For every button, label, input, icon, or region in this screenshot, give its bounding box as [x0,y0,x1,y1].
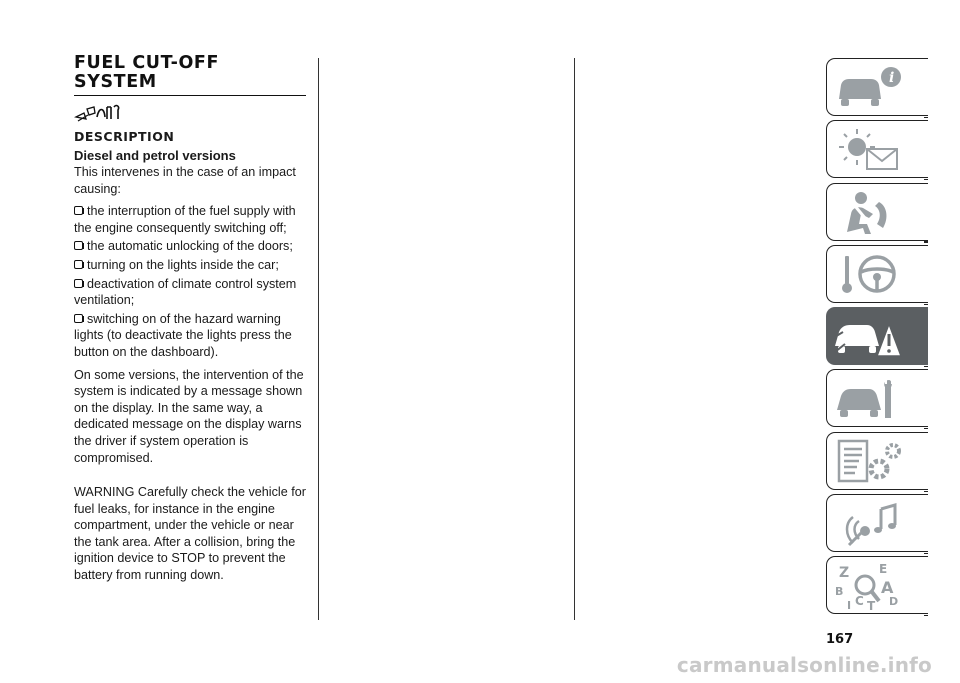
title-line-2: SYSTEM [74,72,157,92]
index-letter: B [835,585,844,599]
page-title [74,54,306,92]
car-crash-warning-icon [833,312,903,362]
warning-paragraph: WARNING Carefully check the vehicle for fuel leaks, for instance in the engine compartment, under the vehicle or near the tank area. After a collision, bring the ignition device to STOP to prevent the battery from running down. [74,485,306,583]
key-steering-wheel-icon [833,250,903,300]
list-item-text: turning on the lights inside the car; [87,257,279,272]
tab-tick [924,304,928,305]
tab-multimedia[interactable] [826,494,928,552]
bullet-icon [74,314,83,323]
tab-tick [924,615,928,616]
tab-tick [924,553,928,554]
list-item-text: the automatic unlocking of the doors; [87,239,293,254]
watermark: carmanualsonline.info [676,653,932,677]
index-letter: E [879,562,888,577]
column-divider [318,58,319,620]
car-info-icon [833,63,903,113]
index-letter: D [889,595,899,609]
multimedia-music-icon [833,499,903,549]
warning-light-message-icon [833,125,903,175]
list-item-text: deactivation of climate control system ventilation; [74,276,297,308]
page-number: 167 [826,632,854,647]
subheading: Diesel and petrol versions [74,148,236,163]
tab-tick [924,241,928,242]
tab-servicing[interactable] [826,369,928,427]
tab-tick [924,491,928,492]
column-divider [574,58,575,620]
tab-car-info[interactable] [826,58,928,116]
section-heading: DESCRIPTION [74,129,175,144]
tab-safety[interactable] [826,183,928,241]
list-item [74,311,306,361]
spec-sheet-gears-icon [833,437,903,487]
intro-paragraph: This intervenes in the case of an impact causing: [74,165,296,196]
tab-index[interactable] [826,556,928,614]
bullet-icon [74,260,83,269]
bullet-icon [74,279,83,288]
chapter-tabs [826,58,930,619]
index-letter: Z [839,565,850,582]
alphabetical-index-icon [833,561,903,611]
list-item [74,276,306,309]
handbook-reference-icon [74,103,122,125]
tab-tick [924,366,928,367]
index-letter: T [867,599,876,612]
tab-in-an-emergency[interactable] [826,307,928,365]
bullet-icon [74,206,83,215]
display-message-paragraph: On some versions, the intervention of the system is indicated by a message shown on the display. In the same way, a dedicated message on the display warns the driver if system operation is compromised. [74,367,304,465]
list-item [74,238,306,255]
tab-tick [924,179,928,180]
tab-warning-lights[interactable] [826,120,928,178]
car-wrench-icon [833,374,903,424]
tab-starting-driving[interactable] [826,245,928,303]
index-letter: I [847,599,852,612]
tab-tick [924,428,928,429]
bullet-icon [74,241,83,250]
svg-text:i: i [889,70,895,86]
left-column [74,54,306,584]
list-item [74,257,306,274]
tab-technical-data[interactable] [826,432,928,490]
title-divider [74,95,306,96]
seat-belt-person-icon [833,188,903,238]
title-line-1: FUEL CUT-OFF [74,53,220,73]
tab-tick [924,117,928,118]
index-letter: A [881,578,894,598]
list-item [74,203,306,236]
list-item-text: switching on of the hazard warning lights (to deactivate the lights press the button on the dashboard). [74,311,292,359]
index-letter: C [855,594,864,609]
list-item-text: the interruption of the fuel supply with the engine consequently switching off; [74,204,296,235]
